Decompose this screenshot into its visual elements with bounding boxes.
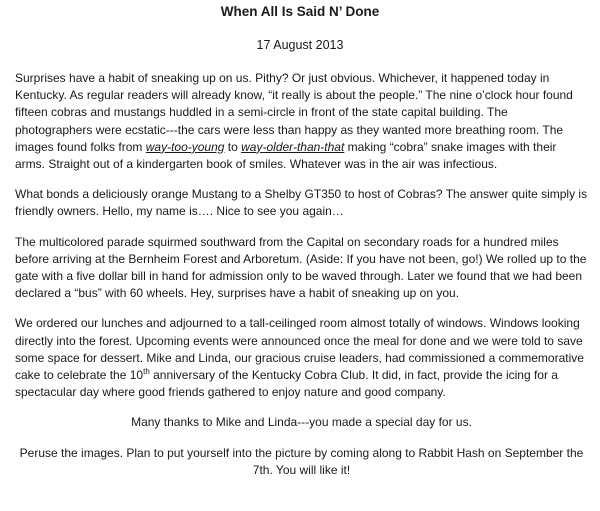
way-older-than-that-text: way-older-than-that [241, 139, 345, 154]
paragraph-4 [15, 315, 588, 401]
paragraph-2: What bonds a deliciously orange Mustang to a Shelby GT350 to host of Cobras? The answer quite simply is friendly owners. Hello, my name is…. Nice to see you again… [15, 187, 588, 219]
paragraph-1-text-c: making “cobra” snake images with their arms. Straight out of a kindergarten book of smiles. Whatever was in the air was infectious. [15, 139, 557, 172]
paragraph-4-text-a: We ordered our lunches and adjourned to a tall-ceilinged room almost totally of windows. Windows looking directly into the forest. Upcoming events were announced once the meal for done and we were told to save some space for dessert. Mike and Linda, our gracious cruise leaders, had commissioned a commemorative cake to celebrate the 10 [15, 316, 584, 383]
paragraph-closing: Peruse the images. Plan to put yourself into the picture by coming along to Rabbit Hash on September the 7th. You will like it! [19, 445, 584, 477]
document-title: When All Is Said N’ Done [220, 4, 380, 19]
paragraph-thanks: Many thanks to Mike and Linda---you made a special day for us. [131, 415, 472, 430]
paragraph-1-text-b: to [224, 139, 242, 154]
paragraph-1 [15, 70, 588, 173]
way-too-young-text: way-too-young [145, 139, 225, 154]
ordinal-superscript: th [143, 367, 150, 377]
paragraph-3: The multicolored parade squirmed southward from the Capital on secondary roads for a hundred miles before arriving at the Bernheim Forest and Arboretum. (Aside: If you have not been, go!) We rolled up to the gate with a five dollar bill in hand for admission only to be waved through. Later we found that we had been declared a “bus” with 60 wheels. Hey, surprises have a habit of sneaking up on you. [15, 234, 587, 301]
document-date: 17 August 2013 [256, 38, 344, 52]
document-body [15, 70, 588, 492]
paragraph-1-text-a: Surprises have a habit of sneaking up on us. Pithy? Or just obvious. Whichever, it happened today in Kentucky. As regular readers will already know, “it really is about the people.” The nine o’clock hour found fifteen cobras and mustangs huddled in a semi-circle in front of the state capital building. The photographers were ecstatic---the cars were less than happy as they wanted more breathing room. The images found folks from [15, 71, 573, 154]
paragraph-4-text-b: anniversary of the Kentucky Cobra Club. It did, in fact, provide the icing for a spectacular day where good friends gathered to enjoy nature and good company. [15, 368, 558, 400]
